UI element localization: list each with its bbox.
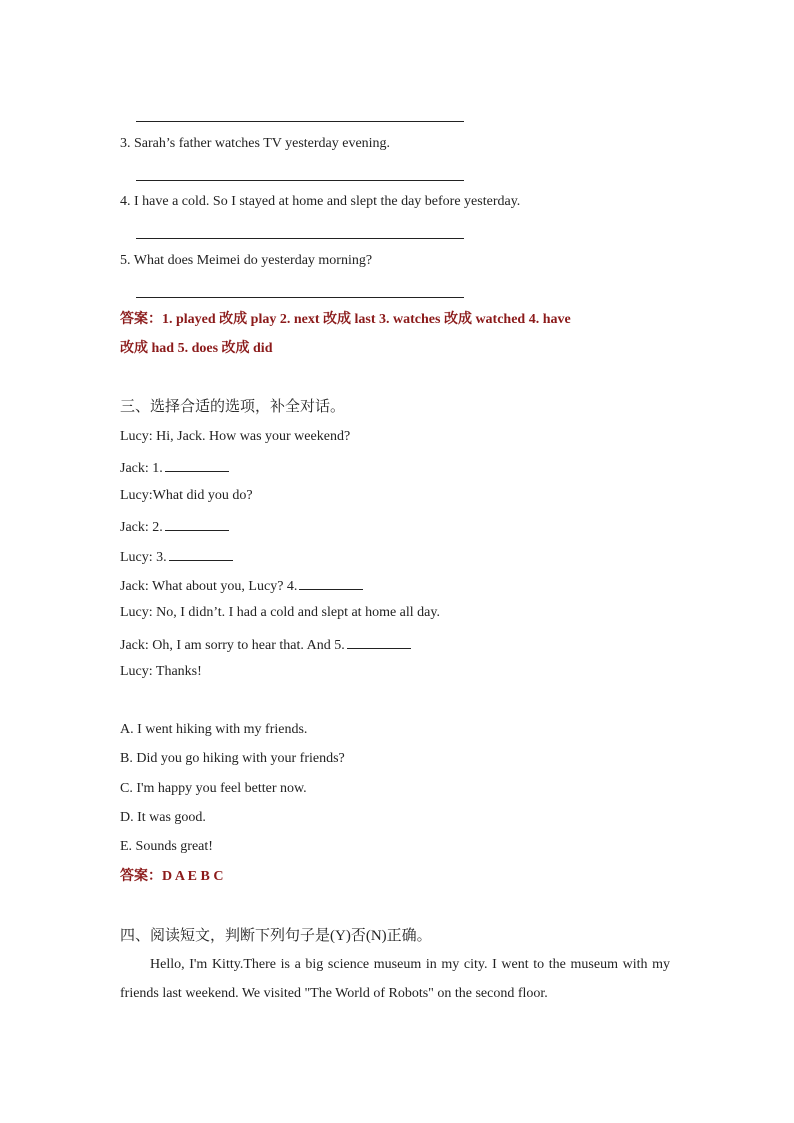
fill-blank	[169, 546, 233, 561]
dialogue-line	[120, 546, 233, 567]
answer-line-2	[136, 121, 464, 122]
fill-blank	[165, 457, 229, 472]
dialogue-text: Lucy: 3.	[120, 550, 167, 565]
option-item: D. It was good.	[120, 810, 206, 825]
dialogue-text: Lucy: Thanks!	[120, 664, 202, 679]
dialogue-text: Lucy: Hi, Jack. How was your weekend?	[120, 429, 351, 444]
question-4: 4. I have a cold. So I stayed at home and slept the day before yesterday.	[120, 194, 521, 209]
part3-heading: 三、选择合适的选项，补全对话。	[120, 399, 346, 415]
option-item: B. Did you go hiking with your friends?	[120, 751, 345, 766]
question-5: 5. What does Meimei do yesterday morning?	[120, 253, 373, 268]
dialogue-text: Lucy:What did you do?	[120, 488, 253, 503]
dialogue-text: Jack: Oh, I am sorry to hear that. And 5.	[120, 638, 345, 653]
dialogue-text: Jack: 2.	[120, 520, 163, 535]
dialogue-line	[120, 634, 411, 655]
dialogue-line	[120, 663, 202, 681]
option-item: A. I went hiking with my friends.	[120, 722, 308, 737]
dialogue-line	[120, 487, 253, 505]
part4-heading: 四、阅读短文，判断下列句子是(Y)否(N)正确。	[120, 928, 432, 944]
dialogue-text: Lucy: No, I didn’t. I had a cold and slept at home all day.	[120, 605, 440, 620]
option-item: C. I'm happy you feel better now.	[120, 781, 307, 796]
dialogue-line	[120, 457, 229, 478]
answer-line-4	[136, 238, 464, 239]
fill-blank	[165, 516, 229, 531]
answer-line-5	[136, 297, 464, 298]
part2-answer-line-1: 答案：1. played 改成 play 2. next 改成 last 3. watches 改成 watched 4. have	[120, 312, 571, 327]
dialogue-line	[120, 428, 350, 446]
fill-blank	[299, 575, 363, 590]
dialogue-line	[120, 575, 363, 596]
part3-answer: 答案：D A E B C	[120, 869, 224, 884]
dialogue-line	[120, 604, 440, 622]
question-3: 3. Sarah’s father watches TV yesterday evening.	[120, 136, 391, 151]
dialogue-text: Jack: 1.	[120, 461, 163, 476]
option-item: E. Sounds great!	[120, 839, 213, 854]
fill-blank	[347, 634, 411, 649]
answer-line-3	[136, 180, 464, 181]
part2-answer-line-2: 改成 had 5. does 改成 did	[120, 341, 273, 356]
reading-paragraph: Hello, I'm Kitty.There is a big science museum in my city. I went to the museum with my friends last weekend. We visited "The World of Robots" on the second floor.	[120, 957, 670, 1001]
dialogue-line	[120, 516, 229, 537]
dialogue-text: Jack: What about you, Lucy? 4.	[120, 579, 298, 594]
